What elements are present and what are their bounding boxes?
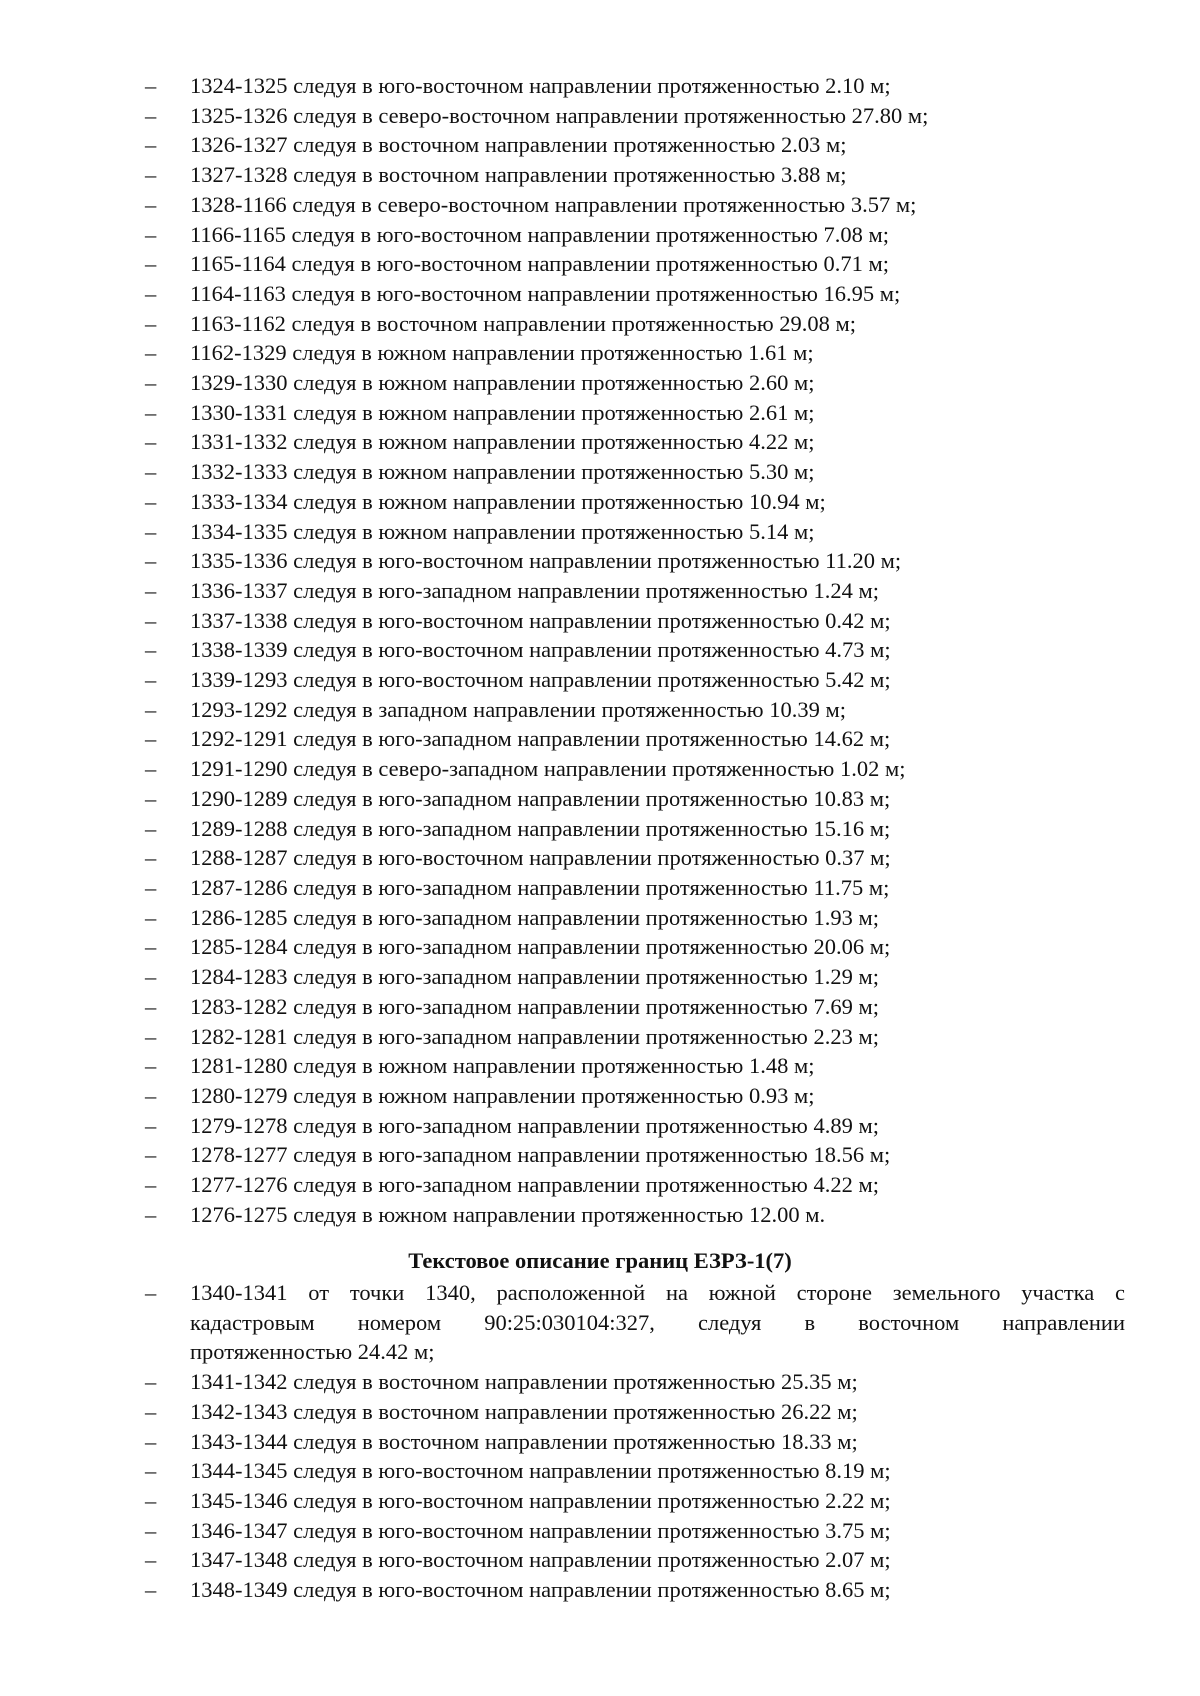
- bullet-dash: –: [145, 162, 157, 188]
- bullet-dash: –: [145, 1428, 157, 1454]
- list-item-text: 1291-1290 следуя в северо-западном направлении протяженностью 1.02 м;: [190, 756, 906, 782]
- list-item-text-line-3: протяженностью 24.42 м;: [190, 1339, 435, 1365]
- list-item-text: 1163-1162 следуя в восточном направлении протяженностью 29.08 м;: [190, 310, 857, 336]
- list-item: [145, 606, 1125, 636]
- list-item-text: 1286-1285 следуя в юго-западном направлении протяженностью 1.93 м;: [190, 904, 879, 930]
- bullet-dash: –: [145, 1458, 157, 1484]
- list-item: [145, 1545, 1125, 1575]
- list-item-text: 1341-1342 следуя в восточном направлении протяженностью 25.35 м;: [190, 1369, 858, 1395]
- list-item: [145, 903, 1125, 933]
- list-item: [145, 695, 1125, 725]
- list-item-text: 1292-1291 следуя в юго-западном направлении протяженностью 14.62 м;: [190, 726, 891, 752]
- list-item: [145, 784, 1125, 814]
- list-item: [145, 71, 1125, 101]
- bullet-dash: –: [145, 607, 157, 633]
- list-item-text: 1293-1292 следуя в западном направлении протяженностью 10.39 м;: [190, 696, 846, 722]
- list-item: [145, 457, 1125, 487]
- list-item-text: 1164-1163 следуя в юго-восточном направлении протяженностью 16.95 м;: [190, 280, 901, 306]
- list-item-text: 1332-1333 следуя в южном направлении протяженностью 5.30 м;: [190, 459, 815, 485]
- section-heading: Текстовое описание границ ЕЗРЗ-1(7): [408, 1248, 792, 1273]
- list-item-text: 1331-1332 следуя в южном направлении протяженностью 4.22 м;: [190, 429, 815, 455]
- list-item-text: 1347-1348 следуя в юго-восточном направлении протяженностью 2.07 м;: [190, 1547, 891, 1573]
- list-item: [145, 576, 1125, 606]
- bullet-dash: –: [145, 459, 157, 485]
- list-item: [145, 1022, 1125, 1052]
- bullet-dash: –: [145, 518, 157, 544]
- list-item: [145, 517, 1125, 547]
- bullet-dash: –: [145, 1023, 157, 1049]
- bullet-dash: –: [145, 1517, 157, 1543]
- list-item: [145, 873, 1125, 903]
- list-item-text: 1166-1165 следуя в юго-восточном направлении протяженностью 7.08 м;: [190, 221, 890, 247]
- list-item: [145, 1140, 1125, 1170]
- list-item: [145, 843, 1125, 873]
- list-item-text: 1325-1326 следуя в северо-восточном направлении протяженностью 27.80 м;: [190, 102, 929, 128]
- bullet-dash: –: [145, 310, 157, 336]
- bullet-dash: –: [145, 370, 157, 396]
- list-item-text: 1277-1276 следуя в юго-западном направлении протяженностью 4.22 м;: [190, 1172, 879, 1198]
- list-item-text: 1276-1275 следуя в южном направлении протяженностью 12.00 м.: [190, 1201, 826, 1227]
- list-item-text: 1162-1329 следуя в южном направлении протяженностью 1.61 м;: [190, 340, 814, 366]
- list-item-text-line-1: 1340-1341 от точки 1340, расположенной на южной стороне земельного участка с: [190, 1280, 1125, 1305]
- bullet-dash: –: [145, 1201, 157, 1227]
- list-item: [145, 338, 1125, 368]
- bullet-dash: –: [145, 221, 157, 247]
- bullet-dash: –: [145, 102, 157, 128]
- list-item-text: 1165-1164 следуя в юго-восточном направлении протяженностью 0.71 м;: [190, 251, 890, 277]
- list-item: [145, 1486, 1125, 1516]
- list-item-text: 1338-1339 следуя в юго-восточном направлении протяженностью 4.73 м;: [190, 637, 891, 663]
- list-item: [145, 962, 1125, 992]
- bullet-dash: –: [145, 964, 157, 990]
- list-item: [145, 220, 1125, 250]
- list-item-text: 1342-1343 следуя в восточном направлении протяженностью 26.22 м;: [190, 1398, 858, 1424]
- list-item-text: 1333-1334 следуя в южном направлении протяженностью 10.94 м;: [190, 488, 826, 514]
- bullet-dash: –: [145, 1082, 157, 1108]
- bullet-dash: –: [145, 785, 157, 811]
- bullet-dash: –: [145, 1577, 157, 1603]
- list-item: [145, 1200, 1125, 1230]
- list-item-text: 1278-1277 следуя в юго-западном направлении протяженностью 18.56 м;: [190, 1142, 891, 1168]
- list-item-text: 1284-1283 следуя в юго-западном направлении протяженностью 1.29 м;: [190, 964, 879, 990]
- bullet-dash: –: [145, 1112, 157, 1138]
- bullet-dash: –: [145, 726, 157, 752]
- list-item: [145, 665, 1125, 695]
- list-item-text: 1288-1287 следуя в юго-восточном направлении протяженностью 0.37 м;: [190, 845, 891, 871]
- bullet-dash: –: [145, 280, 157, 306]
- list-item-text: 1281-1280 следуя в южном направлении протяженностью 1.48 м;: [190, 1053, 815, 1079]
- list-item-text: 1280-1279 следуя в южном направлении протяженностью 0.93 м;: [190, 1082, 815, 1108]
- bullet-dash: –: [145, 815, 157, 841]
- list-item-text: 1328-1166 следуя в северо-восточном направлении протяженностью 3.57 м;: [190, 191, 917, 217]
- bullet-dash: –: [145, 1280, 157, 1305]
- list-item-text: 1290-1289 следуя в юго-западном направлении протяженностью 10.83 м;: [190, 785, 891, 811]
- list-item: [145, 101, 1125, 131]
- list-item-text: 1287-1286 следуя в юго-западном направлении протяженностью 11.75 м;: [190, 874, 890, 900]
- bullet-dash: –: [145, 667, 157, 693]
- list-item: [145, 368, 1125, 398]
- list-item-text: 1336-1337 следуя в юго-западном направлении протяженностью 1.24 м;: [190, 577, 879, 603]
- bullet-dash: –: [145, 696, 157, 722]
- boundary-list-2: [145, 1278, 1125, 1605]
- list-item: [145, 309, 1125, 339]
- list-item-text: 1345-1346 следуя в юго-восточном направлении протяженностью 2.22 м;: [190, 1487, 891, 1513]
- bullet-dash: –: [145, 1053, 157, 1079]
- list-item: [145, 249, 1125, 279]
- list-item-text: 1334-1335 следуя в южном направлении протяженностью 5.14 м;: [190, 518, 815, 544]
- list-item-text: 1329-1330 следуя в южном направлении протяженностью 2.60 м;: [190, 370, 815, 396]
- list-item-text: 1330-1331 следуя в южном направлении протяженностью 2.61 м;: [190, 399, 815, 425]
- bullet-dash: –: [145, 488, 157, 514]
- list-item-text: 1327-1328 следуя в восточном направлении протяженностью 3.88 м;: [190, 162, 847, 188]
- list-item: [145, 130, 1125, 160]
- list-item-text: 1348-1349 следуя в юго-восточном направлении протяженностью 8.65 м;: [190, 1577, 891, 1603]
- bullet-dash: –: [145, 1487, 157, 1513]
- list-item: [145, 1111, 1125, 1141]
- list-item: [145, 1278, 1125, 1367]
- bullet-dash: –: [145, 1369, 157, 1395]
- bullet-dash: –: [145, 577, 157, 603]
- list-item: [145, 427, 1125, 457]
- list-item-text: 1285-1284 следуя в юго-западном направлении протяженностью 20.06 м;: [190, 934, 891, 960]
- bullet-dash: –: [145, 399, 157, 425]
- list-item: [145, 1367, 1125, 1397]
- list-item-text: 1343-1344 следуя в восточном направлении протяженностью 18.33 м;: [190, 1428, 858, 1454]
- list-item: [145, 932, 1125, 962]
- bullet-dash: –: [145, 934, 157, 960]
- list-item: [145, 754, 1125, 784]
- list-item: [145, 1051, 1125, 1081]
- list-item: [145, 1575, 1125, 1605]
- boundary-list-1: [145, 71, 1125, 1229]
- bullet-dash: –: [145, 637, 157, 663]
- bullet-dash: –: [145, 993, 157, 1019]
- list-item-text: 1346-1347 следуя в юго-восточном направлении протяженностью 3.75 м;: [190, 1517, 891, 1543]
- list-item: [145, 1456, 1125, 1486]
- bullet-dash: –: [145, 874, 157, 900]
- bullet-dash: –: [145, 1172, 157, 1198]
- list-item: [145, 814, 1125, 844]
- list-item-text: 1344-1345 следуя в юго-восточном направлении протяженностью 8.19 м;: [190, 1458, 891, 1484]
- bullet-dash: –: [145, 1547, 157, 1573]
- bullet-dash: –: [145, 845, 157, 871]
- list-item-text: 1289-1288 следуя в юго-западном направлении протяженностью 15.16 м;: [190, 815, 891, 841]
- list-item-text: 1339-1293 следуя в юго-восточном направлении протяженностью 5.42 м;: [190, 667, 891, 693]
- list-item: [145, 190, 1125, 220]
- list-item-text: 1326-1327 следуя в восточном направлении протяженностью 2.03 м;: [190, 132, 847, 158]
- bullet-dash: –: [145, 1142, 157, 1168]
- list-item-text-line-2: кадастровым номером 90:25:030104:327, следуя в восточном направлении: [190, 1309, 1125, 1335]
- list-item-text: 1282-1281 следуя в юго-западном направлении протяженностью 2.23 м;: [190, 1023, 879, 1049]
- bullet-dash: –: [145, 429, 157, 455]
- bullet-dash: –: [145, 132, 157, 158]
- bullet-dash: –: [145, 191, 157, 217]
- list-item-text: 1335-1336 следуя в юго-восточном направлении протяженностью 11.20 м;: [190, 548, 902, 574]
- list-item: [145, 1397, 1125, 1427]
- bullet-dash: –: [145, 904, 157, 930]
- list-item: [145, 398, 1125, 428]
- list-item: [145, 546, 1125, 576]
- list-item-text: 1337-1338 следуя в юго-восточном направлении протяженностью 0.42 м;: [190, 607, 891, 633]
- list-item: [145, 1427, 1125, 1457]
- list-item: [145, 279, 1125, 309]
- list-item: [145, 487, 1125, 517]
- bullet-dash: –: [145, 1398, 157, 1424]
- list-item: [145, 992, 1125, 1022]
- list-item: [145, 1516, 1125, 1546]
- bullet-dash: –: [145, 340, 157, 366]
- bullet-dash: –: [145, 73, 157, 98]
- list-item: [145, 160, 1125, 190]
- list-item: [145, 1081, 1125, 1111]
- list-item-text: 1283-1282 следуя в юго-западном направлении протяженностью 7.69 м;: [190, 993, 879, 1019]
- list-item-text: 1324-1325 следуя в юго-восточном направлении протяженностью 2.10 м;: [190, 73, 891, 98]
- list-item: [145, 1170, 1125, 1200]
- list-item-text: 1279-1278 следуя в юго-западном направлении протяженностью 4.89 м;: [190, 1112, 879, 1138]
- bullet-dash: –: [145, 548, 157, 574]
- bullet-dash: –: [145, 756, 157, 782]
- bullet-dash: –: [145, 251, 157, 277]
- list-item: [145, 724, 1125, 754]
- list-item: [145, 635, 1125, 665]
